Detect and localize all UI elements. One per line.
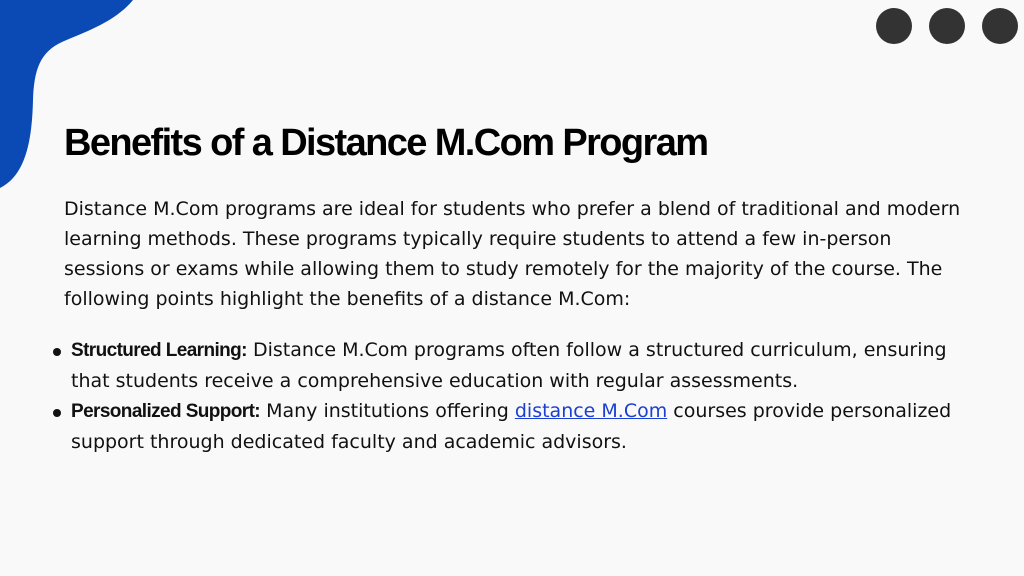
bullet-dot	[53, 348, 61, 356]
benefits-list	[50, 335, 970, 457]
distance-mcom-link[interactable]: distance M.Com	[514, 400, 668, 422]
list-item-personalized-support	[50, 396, 970, 457]
decorative-blue-shape	[0, 0, 140, 200]
bullet-dot	[53, 409, 61, 417]
decorative-dots	[876, 8, 1018, 44]
bullet-term: Structured Learning:	[71, 340, 247, 361]
dot-3	[982, 8, 1018, 44]
bullet-term: Personalized Support:	[71, 401, 261, 422]
bullet-text-before: Many institutions offering	[260, 400, 515, 422]
intro-paragraph: Distance M.Com programs are ideal for students who prefer a blend of traditional and modern learning methods. These programs typically require students to attend a few in-person sessions or exams while allowing them to study remotely for the majority of the course. The following points highlight the benefits of a distance M.Com:	[64, 198, 961, 310]
dot-1	[876, 8, 912, 44]
slide-title: Benefits of a Distance M.Com Program	[64, 122, 708, 164]
bullet-text-after: courses provide personalized support through dedicated faculty and academic advisors.	[71, 400, 952, 453]
list-item-structured-learning	[50, 335, 970, 396]
bullet-text: Distance M.Com programs often follow a structured curriculum, ensuring that students receive a comprehensive education with regular assessments.	[71, 339, 947, 392]
dot-2	[929, 8, 965, 44]
